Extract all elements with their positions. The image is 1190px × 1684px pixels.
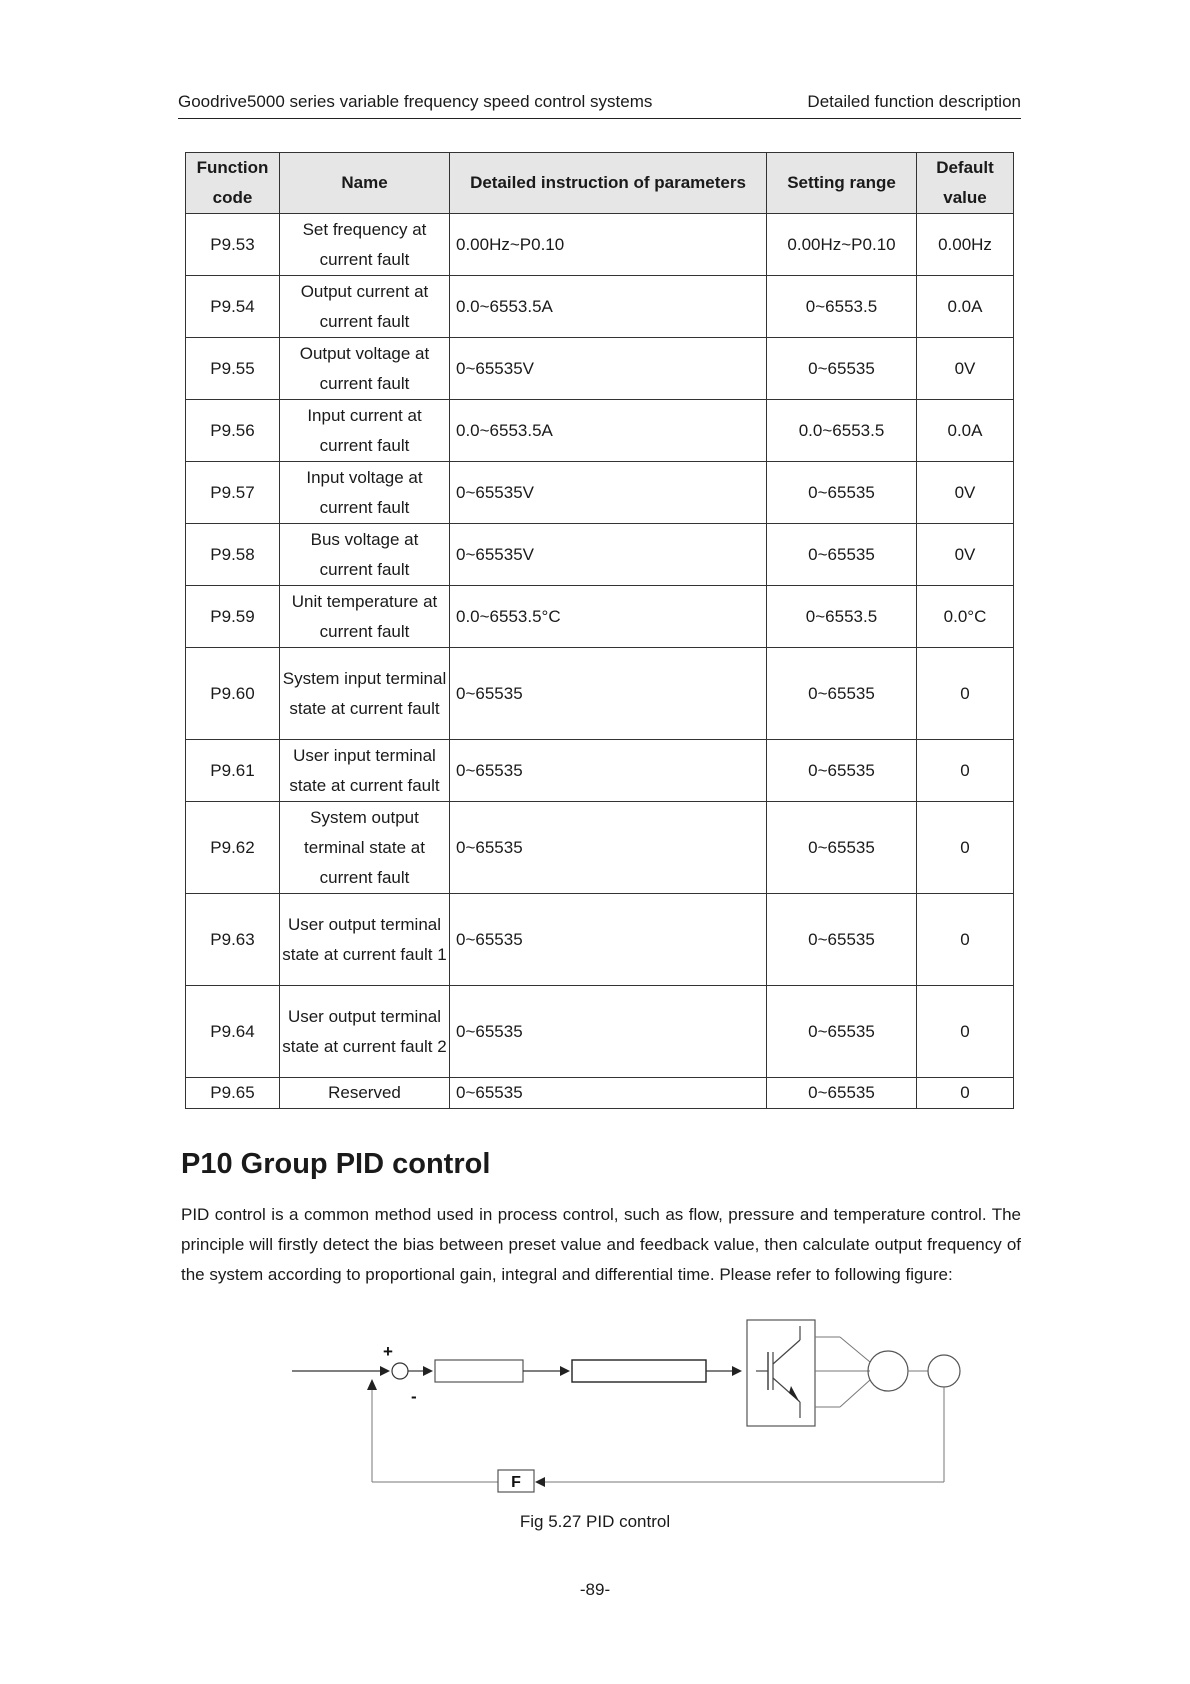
cell-range: 0~65535 bbox=[767, 1078, 917, 1109]
cell-code: P9.58 bbox=[186, 524, 280, 586]
cell-name: Reserved bbox=[280, 1078, 450, 1109]
column-header-setting-range: Setting range bbox=[767, 153, 917, 214]
cell-range: 0~6553.5 bbox=[767, 586, 917, 648]
error-signal-line bbox=[408, 1366, 433, 1376]
cell-name: System input terminal state at current fault bbox=[280, 648, 450, 740]
section-title: P10 Group PID control bbox=[181, 1148, 491, 1180]
cell-detail: 0~65535 bbox=[450, 894, 767, 986]
table-row bbox=[186, 586, 1014, 648]
output-wiring bbox=[815, 1337, 870, 1407]
cell-default: 0.0A bbox=[917, 400, 1014, 462]
cell-range: 0~65535 bbox=[767, 740, 917, 802]
cell-code: P9.54 bbox=[186, 276, 280, 338]
cell-name: Output current at current fault bbox=[280, 276, 450, 338]
cell-detail: 0.0~6553.5A bbox=[450, 276, 767, 338]
cell-default: 0 bbox=[917, 894, 1014, 986]
cell-code: P9.64 bbox=[186, 986, 280, 1078]
cell-code: P9.63 bbox=[186, 894, 280, 986]
cell-detail: 0~65535 bbox=[450, 648, 767, 740]
cell-code: P9.60 bbox=[186, 648, 280, 740]
cell-detail: 0~65535V bbox=[450, 462, 767, 524]
cell-default: 0.0A bbox=[917, 276, 1014, 338]
pid-control-diagram bbox=[280, 1310, 980, 1510]
table-row bbox=[186, 462, 1014, 524]
parameter-table bbox=[185, 152, 1014, 1109]
cell-name: User input terminal state at current fault bbox=[280, 740, 450, 802]
cell-code: P9.62 bbox=[186, 802, 280, 894]
cell-default: 0V bbox=[917, 338, 1014, 400]
table-row bbox=[186, 276, 1014, 338]
table-row bbox=[186, 338, 1014, 400]
setpoint-input-line bbox=[292, 1366, 390, 1376]
cell-range: 0~65535 bbox=[767, 524, 917, 586]
cell-range: 0~65535 bbox=[767, 462, 917, 524]
cell-default: 0.00Hz bbox=[917, 214, 1014, 276]
cell-name: System output terminal state at current fault bbox=[280, 802, 450, 894]
pid-controller-block bbox=[435, 1360, 523, 1382]
table-row bbox=[186, 648, 1014, 740]
minus-sign: - bbox=[411, 1387, 417, 1406]
header-section: Detailed function description bbox=[807, 92, 1021, 111]
cell-default: 0 bbox=[917, 802, 1014, 894]
cell-default: 0.0°C bbox=[917, 586, 1014, 648]
cell-code: P9.57 bbox=[186, 462, 280, 524]
cell-default: 0V bbox=[917, 462, 1014, 524]
feedback-label: F bbox=[511, 1474, 521, 1491]
cell-detail: 0.00Hz~P0.10 bbox=[450, 214, 767, 276]
cell-range: 0.0~6553.5 bbox=[767, 400, 917, 462]
figure-caption: Fig 5.27 PID control bbox=[519, 1512, 671, 1531]
cell-name: Bus voltage at current fault bbox=[280, 524, 450, 586]
cell-name: User output terminal state at current fault 1 bbox=[280, 894, 450, 986]
column-header-detail: Detailed instruction of parameters bbox=[450, 153, 767, 214]
table-header bbox=[186, 153, 1014, 214]
cell-default: 0 bbox=[917, 740, 1014, 802]
cell-name: Output voltage at current fault bbox=[280, 338, 450, 400]
intro-paragraph: PID control is a common method used in process control, such as flow, pressure and temperature control. The principle will firstly detect the bias between preset value and feedback value, then calculate output frequency of the system according to proportional gain, integral and differential time. Please refer to following figure: bbox=[181, 1205, 1021, 1284]
cell-range: 0~65535 bbox=[767, 802, 917, 894]
table-row bbox=[186, 1078, 1014, 1109]
cell-range: 0~65535 bbox=[767, 894, 917, 986]
cell-code: P9.56 bbox=[186, 400, 280, 462]
cell-range: 0~65535 bbox=[767, 338, 917, 400]
table-row bbox=[186, 894, 1014, 986]
column-header-function-code: Function code bbox=[186, 153, 280, 214]
cell-detail: 0.0~6553.5A bbox=[450, 400, 767, 462]
page-number: -89- bbox=[579, 1580, 611, 1599]
table-header-row bbox=[186, 153, 1014, 214]
drive-control-block bbox=[572, 1360, 706, 1382]
feedback-path bbox=[367, 1379, 944, 1487]
controller-output-line bbox=[523, 1366, 570, 1376]
cell-name: Input voltage at current fault bbox=[280, 462, 450, 524]
table-row bbox=[186, 214, 1014, 276]
cell-detail: 0~65535 bbox=[450, 986, 767, 1078]
cell-default: 0V bbox=[917, 524, 1014, 586]
cell-detail: 0~65535 bbox=[450, 740, 767, 802]
cell-name: Unit temperature at current fault bbox=[280, 586, 450, 648]
cell-detail: 0~65535 bbox=[450, 1078, 767, 1109]
plus-sign: + bbox=[383, 1342, 393, 1361]
table-body bbox=[186, 214, 1014, 1109]
table-row bbox=[186, 802, 1014, 894]
cell-name: Set frequency at current fault bbox=[280, 214, 450, 276]
cell-detail: 0~65535V bbox=[450, 338, 767, 400]
cell-default: 0 bbox=[917, 648, 1014, 740]
cell-range: 0~6553.5 bbox=[767, 276, 917, 338]
column-header-name: Name bbox=[280, 153, 450, 214]
cell-code: P9.65 bbox=[186, 1078, 280, 1109]
load-icon bbox=[928, 1355, 960, 1387]
cell-code: P9.61 bbox=[186, 740, 280, 802]
cell-name: Input current at current fault bbox=[280, 400, 450, 462]
table-row bbox=[186, 740, 1014, 802]
cell-name: User output terminal state at current fault 2 bbox=[280, 986, 450, 1078]
summing-junction bbox=[392, 1363, 408, 1379]
cell-detail: 0.0~6553.5°C bbox=[450, 586, 767, 648]
table-row bbox=[186, 524, 1014, 586]
cell-range: 0~65535 bbox=[767, 648, 917, 740]
cell-default: 0 bbox=[917, 1078, 1014, 1109]
inverter-icon bbox=[747, 1320, 815, 1426]
motor-icon bbox=[868, 1351, 908, 1391]
header-title: Goodrive5000 series variable frequency speed control systems bbox=[178, 92, 653, 111]
column-header-default-value: Default value bbox=[917, 153, 1014, 214]
control-signal-line bbox=[706, 1366, 742, 1376]
cell-detail: 0~65535 bbox=[450, 802, 767, 894]
cell-range: 0~65535 bbox=[767, 986, 917, 1078]
cell-code: P9.55 bbox=[186, 338, 280, 400]
table-row bbox=[186, 400, 1014, 462]
cell-code: P9.59 bbox=[186, 586, 280, 648]
cell-detail: 0~65535V bbox=[450, 524, 767, 586]
cell-range: 0.00Hz~P0.10 bbox=[767, 214, 917, 276]
cell-code: P9.53 bbox=[186, 214, 280, 276]
table-row bbox=[186, 986, 1014, 1078]
page-header bbox=[178, 92, 1021, 119]
cell-default: 0 bbox=[917, 986, 1014, 1078]
